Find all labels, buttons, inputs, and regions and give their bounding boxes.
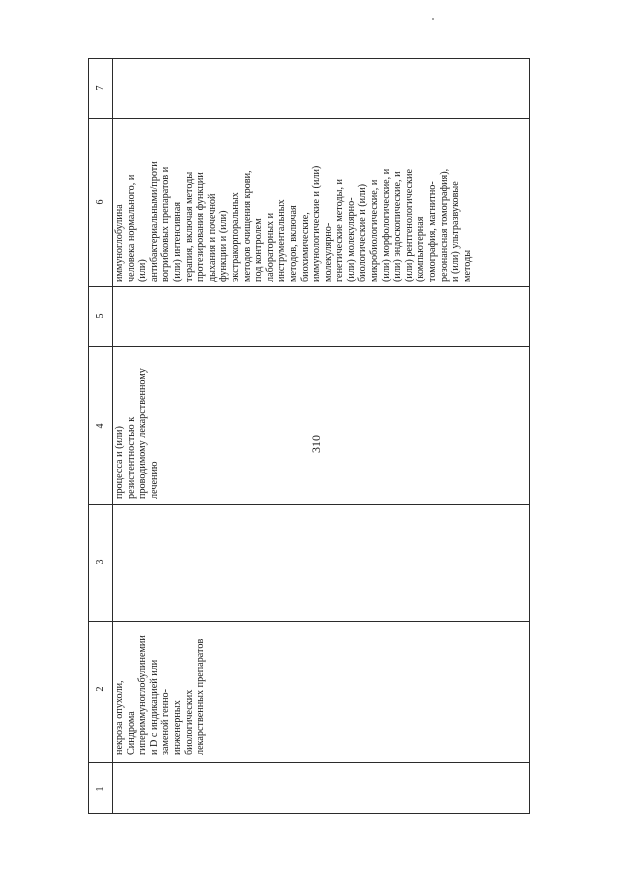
medical-table [88, 58, 530, 814]
column-number-7: 7 [95, 85, 106, 91]
row-divider [89, 118, 529, 119]
column-number-4: 4 [95, 423, 106, 429]
scan-dot [432, 18, 434, 20]
row-divider [89, 346, 529, 347]
cell-col6: иммуноглобулина человека нормального, и (или) антибактериальными/проти вогрибковых препаратов и (или) интенсивная терапия, включая методы протезирования функции дыхания и почечной функции и (или) экстракорпоральных методов очищения крови, под контролем лабораторных и инструментальных методов, включая биохимические, иммунологические и (или) молекулярно- генетические методы, и (или) молекулярно- биологические и (или) микробиологические, и (или) морфологические, и (или) эндоскопические, и (или) рентгенологические (компьютерная томография, магнитно- резонансная томография), и (или) ультразвуковые методы [114, 161, 473, 282]
column-number-3: 3 [95, 559, 106, 565]
column-number-5: 5 [95, 313, 106, 319]
row-divider [89, 286, 529, 287]
column-number-1: 1 [95, 786, 106, 792]
row-divider [89, 504, 529, 505]
column-number-2: 2 [95, 686, 106, 692]
cell-col2: некроза опухоли, Синдрома гипериммуноглобулинемии и D с индикацией или заменой генно- инженерных биологических лекарственных препаратов [114, 635, 207, 755]
row-divider [89, 762, 529, 763]
cell-col4: процесса и (или) резистентностью к проводимому лекарственному лечению [114, 368, 160, 499]
column-number-6: 6 [95, 199, 106, 205]
row-divider [89, 621, 529, 622]
header-divider [112, 59, 113, 813]
page-number: 310 [309, 435, 323, 453]
